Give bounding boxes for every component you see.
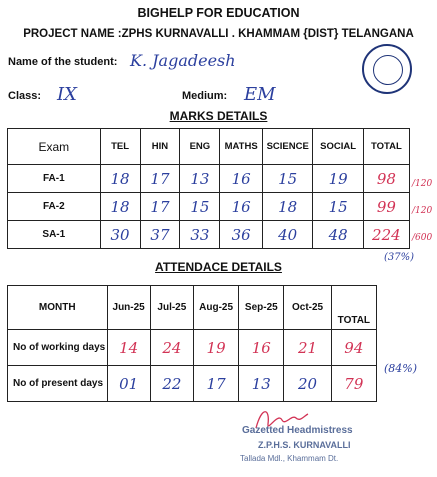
mark-cell: 17: [140, 193, 180, 221]
col-exam: Exam: [8, 129, 101, 165]
col-jul: Jul-25: [150, 286, 193, 330]
attendance-header-row: [8, 286, 377, 330]
mark-cell: 17: [140, 165, 180, 193]
attendance-cell: 13: [239, 366, 284, 402]
mark-cell: 18: [262, 193, 313, 221]
school-seal: [362, 44, 412, 94]
present-days-label: No of present days: [8, 366, 108, 402]
col-month: MONTH: [8, 286, 108, 330]
total-cell: 98: [363, 165, 409, 193]
table-row: [8, 330, 377, 366]
mark-cell: 16: [220, 193, 263, 221]
col-sep: Sep-25: [239, 286, 284, 330]
attendance-cell: 01: [107, 366, 150, 402]
col-tel: TEL: [100, 129, 140, 165]
marks-percent-note: (37%): [384, 252, 415, 263]
exam-label: SA-1: [8, 221, 101, 249]
working-days-label: No of working days: [8, 330, 108, 366]
attendance-percent-note: (84%): [384, 362, 418, 375]
outof-note: /120: [412, 206, 433, 216]
attendance-cell: 24: [150, 330, 193, 366]
attendance-table: [7, 285, 377, 402]
col-total: TOTAL: [363, 129, 409, 165]
outof-note: /120: [412, 179, 433, 189]
mark-cell: 33: [180, 221, 220, 249]
student-name-label: Name of the student:: [8, 56, 118, 68]
mark-cell: 40: [262, 221, 313, 249]
outof-note: /600: [412, 233, 433, 243]
col-oct: Oct-25: [284, 286, 331, 330]
total-cell: 224: [363, 221, 409, 249]
col-eng: ENG: [180, 129, 220, 165]
col-hin: HIN: [140, 129, 180, 165]
mark-cell: 36: [220, 221, 263, 249]
table-row: [8, 366, 377, 402]
mark-cell: 15: [262, 165, 313, 193]
marks-header-row: [8, 129, 410, 165]
medium-label: Medium:: [182, 90, 228, 102]
table-row: [8, 165, 410, 193]
mark-cell: 15: [313, 193, 363, 221]
attendance-total-cell: 94: [331, 330, 376, 366]
mark-cell: 37: [140, 221, 180, 249]
mark-cell: 13: [180, 165, 220, 193]
class-label: Class:: [8, 90, 42, 102]
attendance-cell: 22: [150, 366, 193, 402]
org-title: BIGHELP FOR EDUCATION: [137, 6, 300, 20]
marks-heading: MARKS DETAILS: [169, 109, 268, 123]
table-row: [8, 193, 410, 221]
col-aug: Aug-25: [193, 286, 238, 330]
stamp-address: Tallada Mdl., Khammam Dt.: [240, 454, 339, 463]
mark-cell: 19: [313, 165, 363, 193]
marks-table: [7, 128, 410, 249]
col-science: SCIENCE: [262, 129, 313, 165]
col-social: SOCIAL: [313, 129, 363, 165]
mark-cell: 18: [100, 165, 140, 193]
stamp-title: Gazetted Headmistress: [242, 425, 353, 436]
student-name-value: K. Jagadeesh: [130, 51, 236, 70]
mark-cell: 48: [313, 221, 363, 249]
col-total: TOTAL: [331, 286, 376, 330]
attendance-cell: 20: [284, 366, 331, 402]
mark-cell: 30: [100, 221, 140, 249]
attendance-cell: 17: [193, 366, 238, 402]
attendance-cell: 21: [284, 330, 331, 366]
attendance-heading: ATTENDACE DETAILS: [155, 260, 282, 274]
exam-label: FA-1: [8, 165, 101, 193]
total-cell: 99: [363, 193, 409, 221]
table-row: [8, 221, 410, 249]
attendance-total-cell: 79: [331, 366, 376, 402]
col-maths: MATHS: [220, 129, 263, 165]
attendance-cell: 19: [193, 330, 238, 366]
exam-label: FA-2: [8, 193, 101, 221]
medium-value: EM: [244, 84, 276, 105]
stamp-school: Z.P.H.S. KURNAVALLI: [258, 440, 351, 450]
class-value: IX: [57, 84, 77, 105]
attendance-cell: 14: [107, 330, 150, 366]
col-jun: Jun-25: [107, 286, 150, 330]
project-title: PROJECT NAME :ZPHS KURNAVALLI . KHAMMAM {DIST} TELANGANA: [23, 28, 414, 40]
mark-cell: 18: [100, 193, 140, 221]
mark-cell: 16: [220, 165, 263, 193]
attendance-cell: 16: [239, 330, 284, 366]
mark-cell: 15: [180, 193, 220, 221]
